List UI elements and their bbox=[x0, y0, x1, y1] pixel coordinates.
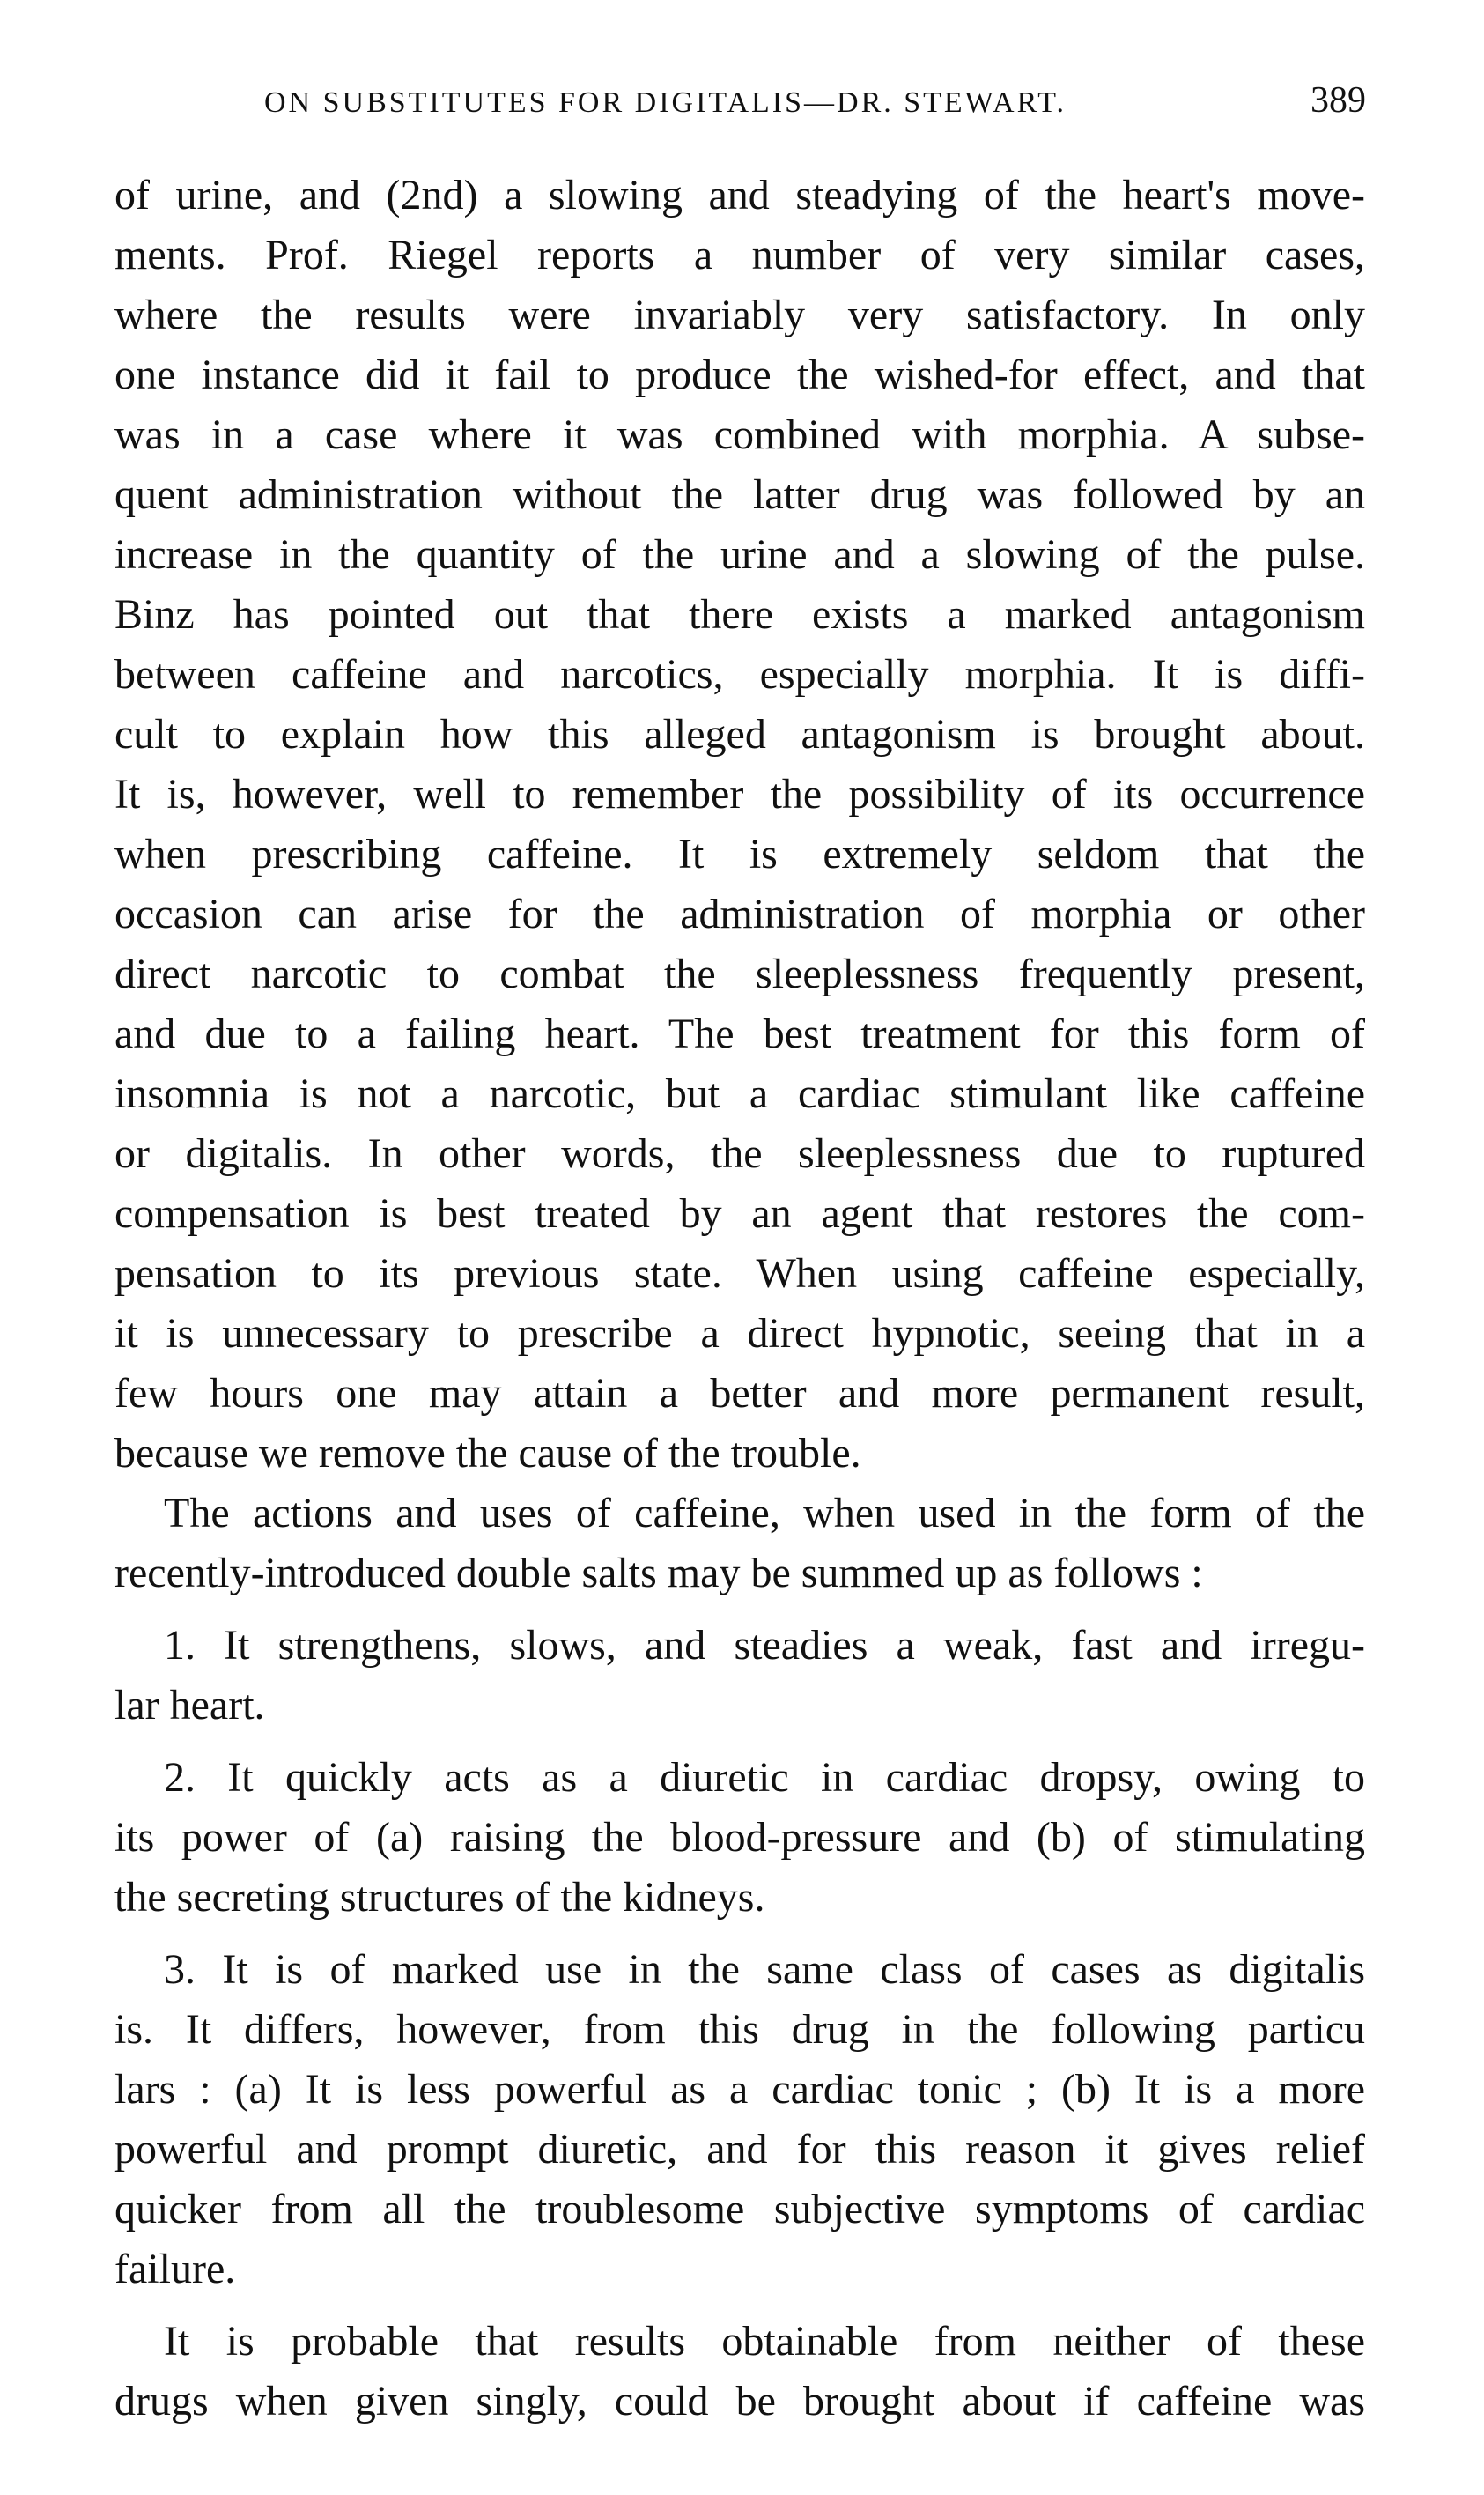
text-line: because we remove the cause of the trouble. bbox=[114, 1430, 861, 1477]
text-line: it is unnecessary to prescribe a direct hypnotic, seeing that in a bbox=[114, 1310, 1365, 1357]
paragraph bbox=[114, 2312, 1365, 2432]
text-line: increase in the quantity of the urine and a slowing of the pulse. bbox=[114, 531, 1365, 578]
text-line: insomnia is not a narcotic, but a cardiac stimulant like caffeine bbox=[114, 1070, 1365, 1117]
text-line: ments. Prof. Riegel reports a number of very similar cases, bbox=[114, 232, 1365, 278]
text-line: It is, however, well to remember the possibility of its occurrence bbox=[114, 771, 1365, 818]
text-line: between caffeine and narcotics, especially morphia. It is diffi- bbox=[114, 651, 1365, 698]
text-line: direct narcotic to combat the sleeplessness frequently present, bbox=[114, 951, 1365, 997]
text-line: cult to explain how this alleged antagonism is brought about. bbox=[114, 711, 1365, 758]
text-line: was in a case where it was combined with morphia. A subse- bbox=[114, 411, 1365, 458]
text-line: occasion can arise for the administration of morphia or other bbox=[114, 891, 1365, 937]
text-line: 1. It strengthens, slows, and steadies a weak, fast and irregu- bbox=[164, 1622, 1365, 1669]
text-line: of urine, and (2nd) a slowing and steadying of the heart's move- bbox=[114, 172, 1365, 218]
text-line: lar heart. bbox=[114, 1682, 265, 1729]
text-line: recently-introduced double salts may be summed up as follows : bbox=[114, 1550, 1203, 1596]
text-line: quicker from all the troublesome subjective symptoms of cardiac bbox=[114, 2186, 1365, 2232]
text-line: few hours one may attain a better and more permanent result, bbox=[114, 1370, 1365, 1417]
text-line: quent administration without the latter drug was followed by an bbox=[114, 471, 1365, 518]
text-line: and due to a failing heart. The best treatment for this form of bbox=[114, 1011, 1365, 1057]
text-line: one instance did it fail to produce the wished-for effect, and that bbox=[114, 352, 1365, 398]
text-line: failure. bbox=[114, 2246, 236, 2292]
numbered-item bbox=[114, 1616, 1365, 1736]
running-head: ON SUBSTITUTES FOR DIGITALIS—DR. STEWART. bbox=[264, 86, 1067, 119]
text-line: The actions and uses of caffeine, when used in the form of the bbox=[164, 1490, 1365, 1536]
text-line: pensation to its previous state. When using caffeine especially, bbox=[114, 1250, 1365, 1297]
page-number: 389 bbox=[1310, 80, 1366, 121]
text-line: Binz has pointed out that there exists a marked antagonism bbox=[114, 591, 1365, 638]
text-line: drugs when given singly, could be brought about if caffeine was bbox=[114, 2378, 1365, 2425]
text-line: powerful and prompt diuretic, and for this reason it gives relief bbox=[114, 2126, 1365, 2173]
text-line: is. It differs, however, from this drug in the following particu bbox=[114, 2006, 1365, 2053]
text-line: where the results were invariably very satisfactory. In only bbox=[114, 292, 1365, 338]
text-line: It is probable that results obtainable from neither of these bbox=[164, 2318, 1365, 2365]
text-line: compensation is best treated by an agent that restores the com- bbox=[114, 1190, 1365, 1237]
numbered-item bbox=[114, 1940, 1365, 2299]
text-line: the secreting structures of the kidneys. bbox=[114, 1874, 765, 1921]
text-line: or digitalis. In other words, the sleeplessness due to ruptured bbox=[114, 1130, 1365, 1177]
numbered-item bbox=[114, 1748, 1365, 1928]
paragraph bbox=[114, 1484, 1365, 1603]
text-line: lars : (a) It is less powerful as a cardiac tonic ; (b) It is a more bbox=[114, 2066, 1365, 2113]
text-line: when prescribing caffeine. It is extremely seldom that the bbox=[114, 831, 1365, 877]
body-text bbox=[114, 166, 1365, 2432]
text-line: 2. It quickly acts as a diuretic in cardiac dropsy, owing to bbox=[164, 1754, 1365, 1801]
paragraph bbox=[114, 166, 1365, 1484]
text-line: 3. It is of marked use in the same class of cases as digitalis bbox=[164, 1946, 1365, 1993]
text-line: its power of (a) raising the blood-pressure and (b) of stimulating bbox=[114, 1814, 1365, 1861]
